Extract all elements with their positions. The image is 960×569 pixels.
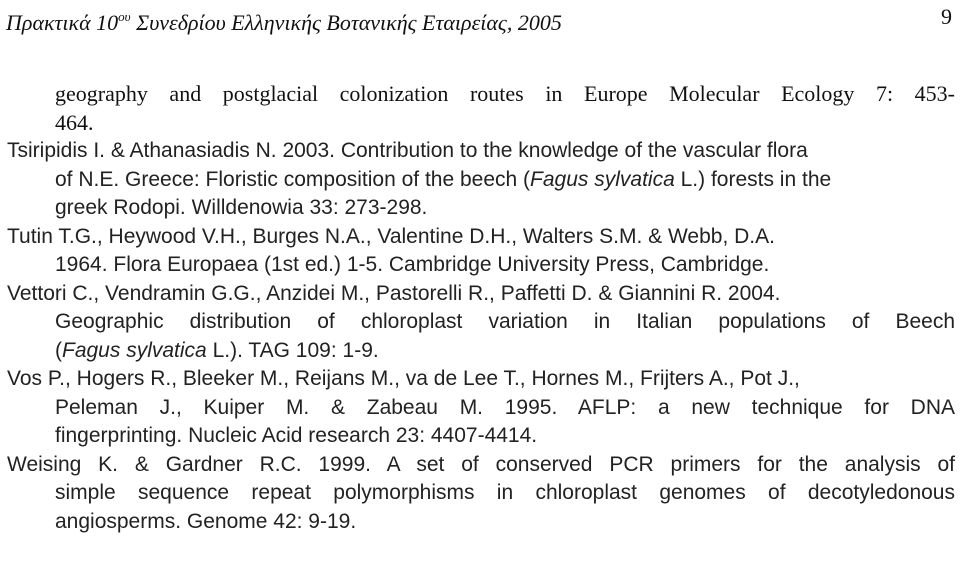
reference-entry bbox=[7, 137, 955, 223]
reference-line: 1964. Flora Europaea (1st ed.) 1-5. Cambridge University Press, Cambridge. bbox=[55, 253, 770, 276]
reference-entry bbox=[7, 223, 955, 280]
reference-line: Peleman J., Kuiper M. & Zabeau M. 1995. AFLP: a new technique for DNA bbox=[55, 395, 955, 419]
reference-entry bbox=[7, 451, 955, 537]
running-header bbox=[6, 2, 952, 36]
reference-line: Geographic distribution of chloroplast variation in Italian populations of Beech bbox=[55, 310, 955, 333]
reference-line bbox=[55, 337, 955, 366]
reference-line: 464. bbox=[55, 109, 94, 135]
header-title-superscript: ου bbox=[118, 9, 131, 24]
reference-entry bbox=[55, 80, 955, 137]
reference-text: of N.E. Greece: Floristic composition of the beech ( bbox=[55, 167, 531, 191]
species-name: Fagus sylvatica bbox=[530, 167, 675, 191]
species-name: Fagus sylvatica bbox=[62, 338, 207, 362]
reference-line: Tsiripidis I. & Athanasiadis N. 2003. Contribution to the knowledge of the vascular flora bbox=[7, 139, 808, 162]
reference-list bbox=[0, 80, 960, 536]
reference-entry bbox=[7, 365, 955, 451]
reference-line: Tutin T.G., Heywood V.H., Burges N.A., Valentine D.H., Walters S.M. & Webb, D.A. bbox=[7, 224, 775, 248]
reference-text: ( bbox=[55, 338, 62, 362]
reference-line: simple sequence repeat polymorphisms in chloroplast genomes of decotyledonous bbox=[55, 481, 955, 504]
reference-text: L.) forests in the bbox=[674, 167, 832, 191]
reference-line: Vettori C., Vendramin G.G., Anzidei M., Pastorelli R., Paffetti D. & Giannini R. 2004. bbox=[7, 281, 781, 305]
reference-line: Vos P., Hogers R., Bleeker M., Reijans M., va de Lee T., Hornes M., Frijters A., Pot J., bbox=[7, 367, 800, 390]
page-number: 9 bbox=[941, 4, 952, 29]
reference-line: fingerprinting. Nucleic Acid research 23: 4407-4414. bbox=[55, 424, 538, 447]
header-title-rest: Συνεδρίου Ελληνικής Βοτανικής Εταιρείας, 2005 bbox=[130, 10, 562, 35]
reference-line: Weising K. & Gardner R.C. 1999. A set of conserved PCR primers for the analysis of bbox=[7, 452, 955, 476]
header-title-main: Πρακτικά 10 bbox=[6, 10, 119, 35]
reference-text: L.). TAG 109: 1-9. bbox=[206, 338, 379, 362]
reference-line: geography and postglacial colonization routes in Europe Molecular Ecology 7: 453- bbox=[55, 81, 955, 106]
reference-line: angiosperms. Genome 42: 9-19. bbox=[55, 509, 357, 533]
reference-entry bbox=[7, 280, 955, 366]
reference-line bbox=[55, 166, 955, 195]
header-title bbox=[6, 2, 562, 38]
reference-line: greek Rodopi. Willdenowia 33: 273-298. bbox=[55, 196, 428, 219]
